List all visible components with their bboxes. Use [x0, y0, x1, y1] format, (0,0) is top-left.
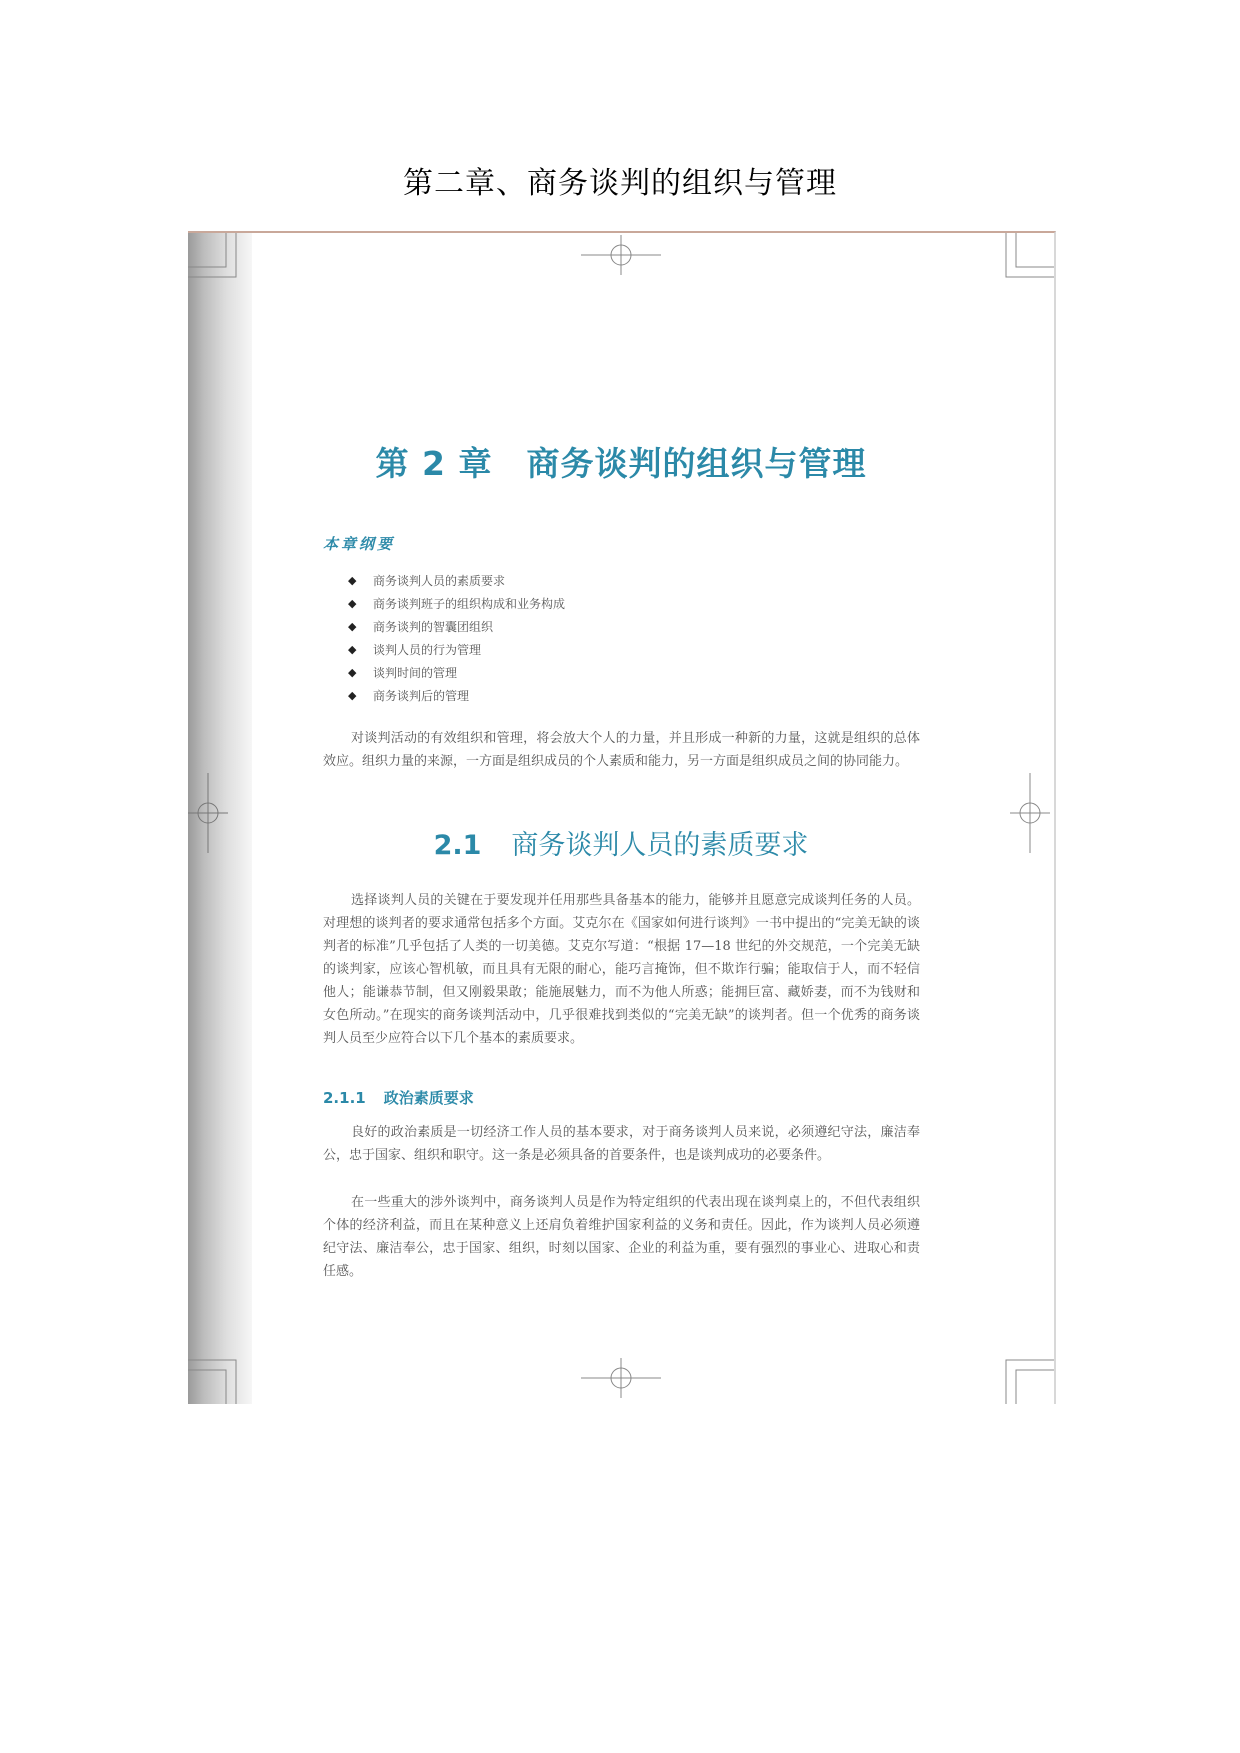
outline-label: 本章纲要 — [323, 535, 396, 553]
crop-mark-bottom-left — [188, 1354, 238, 1404]
outline-item: ◆ 商务谈判的智囊团组织 — [348, 620, 494, 634]
subsection-title: 政治素质要求 — [383, 1089, 474, 1107]
outline-item: ◆ 谈判人员的行为管理 — [348, 643, 482, 657]
subsection-paragraph-2: 在一些重大的涉外谈判中，商务谈判人员是作为特定组织的代表出现在谈判桌上的，不但代表组织个体的经济利益，而且在某种意义上还肩负着维护国家利益的义务和责任。因此，作为谈判人员必须遵纪守法、廉洁奉公，忠于国家、组织，时刻以国家、企业的利益为重，要有强烈的事业心、进取心和责任感。 — [323, 1195, 920, 1279]
outline-item: ◆ 商务谈判后的管理 — [348, 689, 470, 703]
crop-mark-bottom-right — [1004, 1354, 1054, 1404]
outline-item: ◆ 商务谈判班子的组织构成和业务构成 — [348, 597, 566, 611]
diamond-bullet-icon: ◆ — [348, 574, 357, 587]
outline-item: ◆ 商务谈判人员的素质要求 — [348, 574, 506, 588]
diamond-bullet-icon: ◆ — [348, 620, 357, 633]
registration-mark-bottom — [581, 1358, 661, 1398]
diamond-bullet-icon: ◆ — [348, 666, 357, 679]
chapter-outline — [348, 569, 565, 707]
intro-paragraph: 对谈判活动的有效组织和管理，将会放大个人的力量，并且形成一种新的力量，这就是组织的总体效应。组织力量的来源，一方面是组织成员的个人素质和能力，另一方面是组织成员之间的协同能力。 — [323, 731, 920, 769]
subsection-paragraph-1: 良好的政治素质是一切经济工作人员的基本要求，对于商务谈判人员来说，必须遵纪守法，廉洁奉公，忠于国家、组织和职守。这一条是必须具备的首要条件，也是谈判成功的必要条件。 — [323, 1125, 920, 1163]
registration-mark-top — [581, 235, 661, 275]
crop-mark-top-right — [1004, 233, 1054, 283]
diamond-bullet-icon: ◆ — [348, 643, 357, 656]
section-heading — [188, 823, 1054, 862]
section-number: 2.1 — [433, 830, 482, 861]
diamond-bullet-icon: ◆ — [348, 689, 357, 702]
crop-mark-top-left — [188, 233, 238, 283]
chapter-title: 第 2 章 商务谈判的组织与管理 — [375, 444, 867, 483]
subsection-number: 2.1.1 — [323, 1089, 366, 1107]
scanned-book-page — [188, 231, 1056, 1404]
outline-item: ◆ 谈判时间的管理 — [348, 666, 458, 680]
subsection-heading — [323, 1087, 474, 1108]
document-title: 第二章、商务谈判的组织与管理 — [403, 166, 837, 201]
section-title: 商务谈判人员的素质要求 — [511, 830, 809, 861]
diamond-bullet-icon: ◆ — [348, 597, 357, 610]
section-paragraph: 选择谈判人员的关键在于要发现并任用那些具备基本的能力，能够并且愿意完成谈判任务的人员。对理想的谈判者的要求通常包括多个方面。艾克尔在《国家如何进行谈判》一书中提出的“完美无缺的谈判者的标准”几乎包括了人类的一切美德。艾克尔写道：“根据 17—18 世纪的外交规范，一个完美无缺的谈判家，应该心智机敏，而且具有无限的耐心，能巧言掩饰，但不欺诈行骗；能取信于人，而不轻信他人；能谦恭节制，但又刚毅果敢；能施展魅力，而不为他人所惑；能拥巨富、藏娇妻，而不为钱财和女色所动。”在现实的商务谈判活动中，几乎很难找到类似的“完美无缺”的谈判者。但一个优秀的商务谈判人员至少应符合以下几个基本的素质要求。 — [323, 893, 920, 1046]
